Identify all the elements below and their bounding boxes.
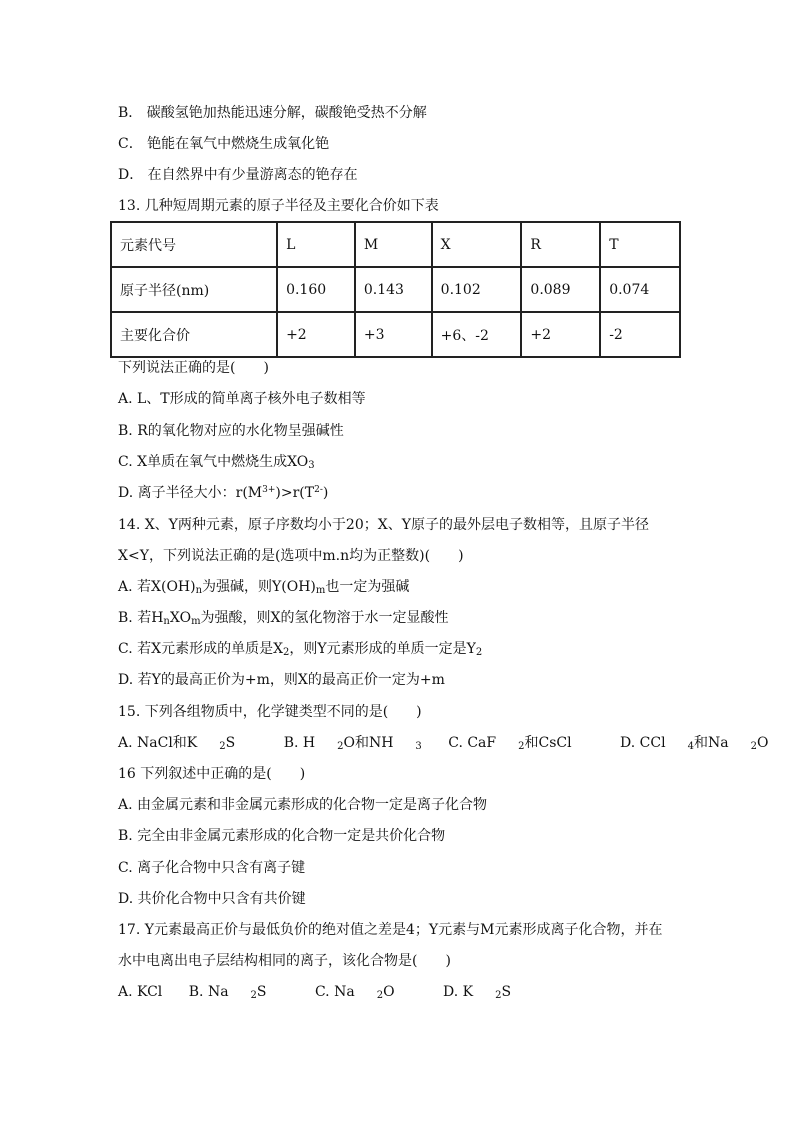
q12-option-d: D． 在自然界中有少量游离态的铯存在 [118, 167, 358, 183]
table-cell: 0.102 [432, 267, 522, 312]
q17-option-b: B. Na $_2$S [188, 984, 267, 1001]
q14-stem-line1: 14. X、Y两种元素，原子序数均小于20；X、Y原子的最外层电子数相等，且原子半径 [118, 517, 649, 533]
q16-option-d: D. 共价化合物中只含有共价键 [118, 891, 306, 907]
q14-option-c: C. 若X元素形成的单质是$X_2$，则Y元素形成的单质一定是$Y_2$ [118, 641, 483, 658]
q12-option-c: C． 铯能在氧气中燃烧生成氧化铯 [118, 136, 330, 152]
q17-option-c: C. Na $_2$O [314, 984, 395, 1001]
table-cell: 0.143 [355, 267, 432, 312]
table-cell: M [355, 222, 432, 267]
q15-option-c: C. CaF $_2$和CsCl [448, 735, 572, 752]
table-cell: 0.160 [277, 267, 355, 312]
q14-option-b: B. 若$H_nXO_m$为强酸，则X的氢化物溶于水一定显酸性 [118, 610, 449, 627]
q16-option-b: B. 完全由非金属元素形成的化合物一定是共价化合物 [118, 828, 446, 844]
table-row [111, 312, 680, 357]
q13-option-c: C. X单质在氧气中燃烧生成$XO_3$ [118, 454, 315, 471]
q13-option-d: D. 离子半径大小：$r(M^{3+})>r(T^{2-})$ [118, 485, 329, 501]
table-cell: 原子半径(nm) [111, 267, 277, 312]
q17-options [118, 982, 555, 1002]
q16-option-a: A. 由金属元素和非金属元素形成的化合物一定是离子化合物 [118, 797, 488, 813]
q13-option-b: B. R的氧化物对应的水化物呈强碱性 [118, 423, 344, 439]
table-row [111, 267, 680, 312]
element-property-table [110, 221, 681, 358]
table-cell: R [521, 222, 600, 267]
q13-stem: 13. 几种短周期元素的原子半径及主要化合价如下表 [118, 198, 439, 214]
q15-option-d: D. CCl $_4$和Na $_2$O [620, 735, 769, 752]
q17-option-a: A. KCl [118, 984, 163, 1000]
q15-option-b: B. H $_2$O和NH $_3$ [283, 735, 422, 752]
q15-stem: 15. 下列各组物质中，化学键类型不同的是( ) [118, 704, 422, 720]
q17-stem-line1: 17. Y元素最高正价与最低负价的绝对值之差是4；Y元素与M元素形成离子化合物，并在 [118, 922, 663, 938]
q16-option-c: C. 离子化合物中只含有离子键 [118, 860, 306, 876]
table-cell: 元素代号 [111, 222, 277, 267]
table-cell: +2 [277, 312, 355, 357]
table-cell: 0.074 [600, 267, 680, 312]
table-cell: -2 [600, 312, 680, 357]
table-cell: +2 [521, 312, 600, 357]
q12-option-b: B． 碳酸氢铯加热能迅速分解，碳酸铯受热不分解 [118, 105, 427, 121]
table-cell: 0.089 [521, 267, 600, 312]
q15-option-a: A. NaCl和K $_2$S [118, 735, 236, 752]
q14-stem-line2: X<Y，下列说法正确的是(选项中m.n均为正整数)( ) [118, 548, 464, 564]
table-cell: T [600, 222, 680, 267]
q13-option-a: A. L、T形成的简单离子核外电子数相等 [118, 391, 366, 407]
q17-option-d: D. K $_2$S [443, 984, 512, 1001]
table-row [111, 222, 680, 267]
table-cell: +3 [355, 312, 432, 357]
table-cell: +6、-2 [432, 312, 522, 357]
q14-option-a: A. 若$X(OH)_n$为强碱，则$Y(OH)_m$也一定为强碱 [118, 579, 410, 596]
q15-options [118, 733, 794, 753]
q14-option-d: D. 若Y的最高正价为+m，则X的最高正价一定为+m [118, 672, 445, 688]
table-cell: 主要化合价 [111, 312, 277, 357]
table-cell: X [432, 222, 522, 267]
q17-stem-line2: 水中电离出电子层结构相同的离子，该化合物是( ) [118, 953, 451, 969]
table-cell: L [277, 222, 355, 267]
q13-prompt: 下列说法正确的是( ) [118, 360, 269, 376]
q16-stem: 16 下列叙述中正确的是( ) [118, 766, 306, 782]
